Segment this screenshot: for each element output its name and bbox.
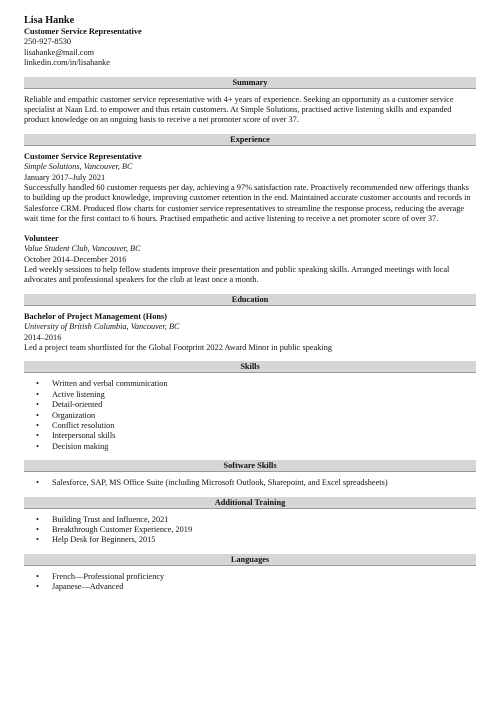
- software-skills-heading: Software Skills: [24, 460, 476, 471]
- education-heading: Education: [24, 294, 476, 305]
- skills-list: [24, 379, 476, 452]
- resume-header: [24, 15, 476, 69]
- job-title: Volunteer: [24, 233, 59, 243]
- job-dates: January 2017–July 2021: [24, 172, 106, 182]
- education-entry: [24, 312, 476, 354]
- education-description: Led a project team shortlisted for the Global Footprint 2022 Award Minor in public speaking: [24, 342, 333, 352]
- section-divider: [24, 565, 476, 566]
- job-title: Customer Service Representative: [24, 151, 142, 161]
- section-divider: [24, 88, 476, 89]
- section-divider: [24, 372, 476, 373]
- school-name: University of British Columbia, Vancouver, BC: [24, 322, 180, 332]
- skill-item: • Written and verbal communication: [24, 379, 476, 389]
- skills-heading: Skills: [24, 361, 476, 372]
- skill-item: • Detail-oriented: [24, 400, 476, 410]
- experience-heading: Experience: [24, 134, 476, 145]
- software-skills-list: [24, 478, 476, 488]
- languages-list: [24, 572, 476, 593]
- summary-heading: Summary: [24, 77, 476, 88]
- candidate-title: Customer Service Representative: [24, 27, 142, 36]
- training-item: • Building Trust and Influence, 2021: [24, 515, 476, 525]
- skill-item: • Interpersonal skills: [24, 431, 476, 441]
- languages-heading: Languages: [24, 554, 476, 565]
- summary-text: Reliable and empathic customer service representative with 4+ years of experience. Seeking an opportunity as a customer service specialist at Naan Ltd. to empower and thus retain customers. At Simple Solutions, practised active listening skills and expanded product knowledge on an ongoing basis to receive a net promoter score of over 37.: [24, 94, 454, 125]
- training-item: • Breakthrough Customer Experience, 2019: [24, 525, 476, 535]
- software-skill-item: • Salesforce, SAP, MS Office Suite (including Microsoft Outlook, Sharepoint, and Excel spreadsheets): [24, 478, 476, 488]
- language-item: • Japanese—Advanced: [24, 582, 476, 592]
- training-list: [24, 515, 476, 546]
- skill-item: • Organization: [24, 411, 476, 421]
- education-dates: 2014–2016: [24, 332, 62, 342]
- skill-item: • Active listening: [24, 390, 476, 400]
- job-entry: [24, 234, 476, 286]
- email-address: lisahanke@mail.com: [24, 47, 95, 57]
- skill-item: • Conflict resolution: [24, 421, 476, 431]
- language-item: • French—Professional proficiency: [24, 572, 476, 582]
- phone-number: 250-927-8530: [24, 37, 72, 47]
- section-divider: [24, 508, 476, 509]
- section-divider: [24, 471, 476, 472]
- job-entry: [24, 152, 476, 225]
- job-description: Led weekly sessions to help fellow students improve their presentation and public speaking skills. Arranged meetings with local advocates and professional speakers for the club at least once a month.: [24, 264, 450, 285]
- section-divider: [24, 305, 476, 306]
- skill-item: • Decision making: [24, 442, 476, 452]
- job-description: Successfully handled 60 customer requests per day, achieving a 97% satisfaction rate. Proactively recommended new offerings thanks to building up the product knowledge, improving customer retention in the end. Maintained accurate customer accounts and records in Salesforce CRM. Produced flow charts for customer service representatives to streamline the response process, reducing the average wait time for the first contact to 6 hours. Practised empathetic and active listening to receive a net promoter score of over 37.: [24, 183, 471, 224]
- linkedin-url: linkedin.com/in/lisahanke: [24, 58, 110, 68]
- job-organization: Simple Solutions, Vancouver, BC: [24, 162, 133, 172]
- degree-name: Bachelor of Project Management (Hons): [24, 311, 168, 321]
- training-item: • Help Desk for Beginners, 2015: [24, 535, 476, 545]
- section-divider: [24, 145, 476, 146]
- job-organization: Value Student Club, Vancouver, BC: [24, 244, 141, 254]
- training-heading: Additional Training: [24, 497, 476, 508]
- job-dates: October 2014–December 2016: [24, 254, 127, 264]
- candidate-name: Lisa Hanke: [24, 15, 75, 26]
